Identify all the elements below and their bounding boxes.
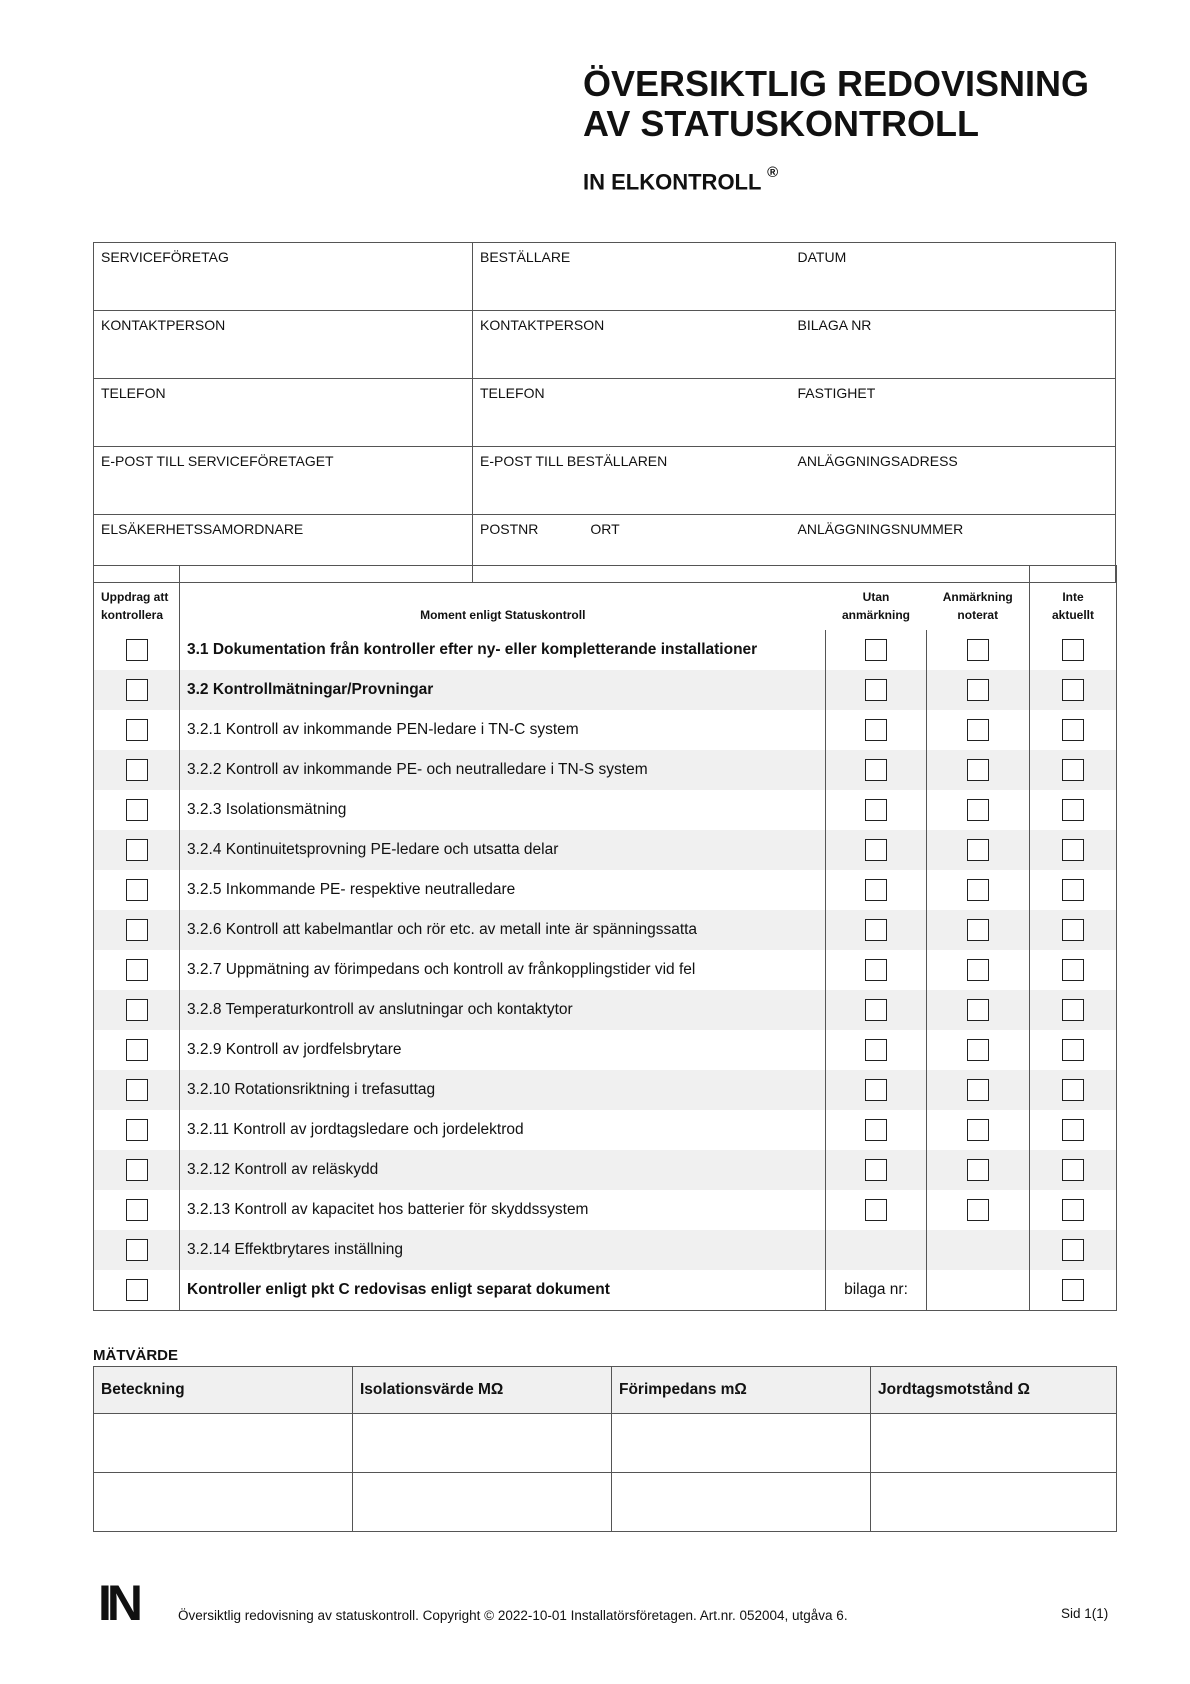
info-field[interactable] <box>473 379 791 447</box>
utan-anmarkning-checkbox[interactable] <box>865 1079 887 1101</box>
anmarkning-noterat-checkbox[interactable] <box>967 959 989 981</box>
checklist-item-label: 3.2.14 Effektbrytares inställning <box>180 1230 826 1270</box>
info-field-label: ANLÄGGNINGSNUMMER <box>797 521 964 537</box>
info-field[interactable] <box>473 311 791 379</box>
bilaga-label: bilaga nr: <box>826 1270 927 1311</box>
checklist-table <box>93 565 1117 1311</box>
utan-anmarkning-cell <box>826 1070 927 1110</box>
checklist-row <box>94 1070 1117 1110</box>
matvarde-label: MÄTVÄRDE <box>93 1347 178 1364</box>
assign-checkbox[interactable] <box>126 879 148 901</box>
checklist-item-label: 3.2.7 Uppmätning av förimpedans och kontroll av frånkopplingstider vid fel <box>180 950 826 990</box>
utan-anmarkning-cell <box>826 1230 927 1270</box>
utan-anmarkning-checkbox[interactable] <box>865 1159 887 1181</box>
matvarde-cell[interactable] <box>94 1414 353 1473</box>
utan-anmarkning-checkbox[interactable] <box>865 1199 887 1221</box>
matvarde-cell[interactable] <box>871 1414 1117 1473</box>
anmarkning-noterat-cell <box>927 990 1030 1030</box>
anmarkning-noterat-checkbox[interactable] <box>967 679 989 701</box>
col-header-utan: Utan anmärkning <box>826 566 927 631</box>
assign-cell <box>94 910 180 950</box>
info-field[interactable] <box>94 243 473 311</box>
anmarkning-noterat-cell <box>927 670 1030 710</box>
in-logo <box>98 1582 146 1627</box>
checklist-row <box>94 870 1117 910</box>
checklist-item-label: 3.2.5 Inkommande PE- respektive neutralledare <box>180 870 826 910</box>
anmarkning-noterat-cell <box>927 950 1030 990</box>
assign-checkbox[interactable] <box>126 639 148 661</box>
info-row <box>94 311 1116 379</box>
registered-mark: ® <box>767 164 779 181</box>
utan-anmarkning-checkbox[interactable] <box>865 879 887 901</box>
checklist-row <box>94 830 1117 870</box>
svg-text:IN: IN <box>98 1582 138 1622</box>
assign-cell <box>94 1070 180 1110</box>
checklist-row <box>94 1110 1117 1150</box>
info-field-label: E-POST TILL SERVICEFÖRETAGET <box>101 453 334 469</box>
inte-aktuellt-cell <box>1030 1030 1117 1070</box>
inte-aktuellt-cell <box>1030 670 1117 710</box>
anmarkning-noterat-cell <box>927 1030 1030 1070</box>
assign-cell <box>94 990 180 1030</box>
inte-aktuellt-checkbox[interactable] <box>1062 799 1084 821</box>
assign-checkbox[interactable] <box>126 1159 148 1181</box>
utan-anmarkning-cell <box>826 870 927 910</box>
utan-anmarkning-checkbox[interactable] <box>865 1119 887 1141</box>
info-field-label: E-POST TILL BESTÄLLAREN <box>480 453 668 469</box>
utan-anmarkning-cell <box>826 710 927 750</box>
anmarkning-noterat-checkbox[interactable] <box>967 1079 989 1101</box>
anmarkning-noterat-checkbox[interactable] <box>967 919 989 941</box>
inte-aktuellt-checkbox[interactable] <box>1062 1079 1084 1101</box>
checklist-row <box>94 630 1117 670</box>
utan-anmarkning-cell <box>826 790 927 830</box>
assign-cell <box>94 1270 180 1311</box>
info-field-label: TELEFON <box>480 385 545 401</box>
anmarkning-noterat-cell <box>927 710 1030 750</box>
assign-checkbox[interactable] <box>126 839 148 861</box>
inte-aktuellt-cell <box>1030 1190 1117 1230</box>
utan-anmarkning-checkbox[interactable] <box>865 799 887 821</box>
assign-checkbox[interactable] <box>126 759 148 781</box>
anmarkning-noterat-cell <box>927 630 1030 670</box>
utan-anmarkning-cell <box>826 1110 927 1150</box>
inte-aktuellt-checkbox[interactable] <box>1062 839 1084 861</box>
matvarde-header: Förimpedans mΩ <box>612 1367 871 1414</box>
utan-anmarkning-cell <box>826 1190 927 1230</box>
checklist-item-label: 3.2.10 Rotationsriktning i trefasuttag <box>180 1070 826 1110</box>
info-field[interactable] <box>791 447 1116 515</box>
ort-label: ORT <box>590 521 620 537</box>
inte-aktuellt-cell <box>1030 790 1117 830</box>
checklist-item-label: 3.2.9 Kontroll av jordfelsbrytare <box>180 1030 826 1070</box>
utan-anmarkning-cell <box>826 950 927 990</box>
inte-aktuellt-checkbox[interactable] <box>1062 999 1084 1021</box>
checklist-item-label: 3.1 Dokumentation från kontroller efter ny- eller kompletterande installationer <box>180 630 826 670</box>
info-field-label: BESTÄLLARE <box>480 249 571 265</box>
col-header-moment: Moment enligt Statuskontroll <box>180 566 826 631</box>
anmarkning-noterat-checkbox[interactable] <box>967 999 989 1021</box>
checklist-row <box>94 750 1117 790</box>
checklist-item-label: 3.2.4 Kontinuitetsprovning PE-ledare och utsatta delar <box>180 830 826 870</box>
checklist-item-label: 3.2.11 Kontroll av jordtagsledare och jordelektrod <box>180 1110 826 1150</box>
assign-cell <box>94 1110 180 1150</box>
info-field[interactable] <box>791 379 1116 447</box>
assign-cell <box>94 1190 180 1230</box>
matvarde-header: Isolationsvärde MΩ <box>353 1367 612 1414</box>
inte-aktuellt-checkbox[interactable] <box>1062 759 1084 781</box>
anmarkning-noterat-checkbox[interactable] <box>967 719 989 741</box>
anmarkning-noterat-checkbox[interactable] <box>967 1119 989 1141</box>
utan-anmarkning-cell <box>826 910 927 950</box>
anmarkning-noterat-checkbox[interactable] <box>967 1159 989 1181</box>
info-field-label: BILAGA NR <box>797 317 872 333</box>
checklist-row <box>94 1190 1117 1230</box>
info-field[interactable] <box>473 447 791 515</box>
info-field[interactable] <box>473 243 791 311</box>
page-number: Sid 1(1) <box>1061 1606 1109 1621</box>
assign-cell <box>94 870 180 910</box>
utan-anmarkning-cell <box>826 830 927 870</box>
col-header-inte-aktuellt: Inte aktuellt <box>1030 566 1117 631</box>
anmarkning-noterat-checkbox[interactable] <box>967 799 989 821</box>
checklist-row <box>94 910 1117 950</box>
utan-anmarkning-checkbox[interactable] <box>865 959 887 981</box>
checklist-item-label: 3.2.8 Temperaturkontroll av anslutningar och kontaktytor <box>180 990 826 1030</box>
inte-aktuellt-checkbox[interactable] <box>1062 919 1084 941</box>
utan-anmarkning-cell <box>826 750 927 790</box>
utan-anmarkning-checkbox[interactable] <box>865 839 887 861</box>
checklist-item-label: 3.2.1 Kontroll av inkommande PEN-ledare i TN-C system <box>180 710 826 750</box>
assign-checkbox[interactable] <box>126 1039 148 1061</box>
info-table <box>93 242 1116 583</box>
utan-anmarkning-checkbox[interactable] <box>865 1039 887 1061</box>
inte-aktuellt-checkbox[interactable] <box>1062 1279 1084 1301</box>
subtitle <box>583 164 779 195</box>
inte-aktuellt-cell <box>1030 1110 1117 1150</box>
checklist-row <box>94 1230 1117 1270</box>
info-field-label: POSTNR <box>480 521 539 537</box>
anmarkning-noterat-cell <box>927 910 1030 950</box>
assign-checkbox[interactable] <box>126 959 148 981</box>
utan-anmarkning-checkbox[interactable] <box>865 919 887 941</box>
checklist-row <box>94 1030 1117 1070</box>
title-line-2: AV STATUSKONTROLL <box>583 103 979 144</box>
anmarkning-noterat-checkbox[interactable] <box>967 1039 989 1061</box>
title-line-1: ÖVERSIKTLIG REDOVISNING <box>583 63 1090 104</box>
anmarkning-noterat-cell <box>927 790 1030 830</box>
matvarde-header: Beteckning <box>94 1367 353 1414</box>
assign-cell <box>94 630 180 670</box>
inte-aktuellt-cell <box>1030 910 1117 950</box>
checklist-item-label: 3.2.12 Kontroll av reläskydd <box>180 1150 826 1190</box>
checklist-item-label: 3.2.13 Kontroll av kapacitet hos batterier för skyddssystem <box>180 1190 826 1230</box>
anmarkning-noterat-cell <box>927 1150 1030 1190</box>
inte-aktuellt-checkbox[interactable] <box>1062 719 1084 741</box>
matvarde-cell[interactable] <box>612 1473 871 1532</box>
info-row <box>94 379 1116 447</box>
inte-aktuellt-checkbox[interactable] <box>1062 639 1084 661</box>
utan-anmarkning-checkbox[interactable] <box>865 719 887 741</box>
inte-aktuellt-cell <box>1030 990 1117 1030</box>
inte-aktuellt-checkbox[interactable] <box>1062 1119 1084 1141</box>
checklist-row <box>94 710 1117 750</box>
assign-checkbox[interactable] <box>126 1279 148 1301</box>
info-field-label: KONTAKTPERSON <box>480 317 605 333</box>
assign-checkbox[interactable] <box>126 1079 148 1101</box>
matvarde-cell[interactable] <box>94 1473 353 1532</box>
inte-aktuellt-checkbox[interactable] <box>1062 879 1084 901</box>
utan-anmarkning-cell <box>826 1030 927 1070</box>
bilaga-number-cell[interactable] <box>927 1270 1030 1311</box>
utan-anmarkning-checkbox[interactable] <box>865 999 887 1021</box>
assign-cell <box>94 950 180 990</box>
info-field-label: SERVICEFÖRETAG <box>101 249 229 265</box>
utan-anmarkning-cell <box>826 990 927 1030</box>
checklist-row <box>94 670 1117 710</box>
inte-aktuellt-cell <box>1030 1230 1117 1270</box>
utan-anmarkning-cell <box>826 630 927 670</box>
checklist-row <box>94 950 1117 990</box>
anmarkning-noterat-cell <box>927 1190 1030 1230</box>
assign-checkbox[interactable] <box>126 679 148 701</box>
page-title <box>583 64 1089 144</box>
inte-aktuellt-cell <box>1030 750 1117 790</box>
inte-aktuellt-checkbox[interactable] <box>1062 1159 1084 1181</box>
checklist-item-label: Kontroller enligt pkt C redovisas enligt separat dokument <box>180 1270 826 1311</box>
inte-aktuellt-cell <box>1030 830 1117 870</box>
utan-anmarkning-cell <box>826 1150 927 1190</box>
matvarde-row <box>94 1414 1117 1473</box>
info-row <box>94 243 1116 311</box>
anmarkning-noterat-checkbox[interactable] <box>967 879 989 901</box>
checklist-item-label: 3.2 Kontrollmätningar/Provningar <box>180 670 826 710</box>
assign-checkbox[interactable] <box>126 1239 148 1261</box>
utan-anmarkning-checkbox[interactable] <box>865 679 887 701</box>
assign-checkbox[interactable] <box>126 1119 148 1141</box>
anmarkning-noterat-cell <box>927 750 1030 790</box>
info-field[interactable] <box>94 379 473 447</box>
assign-cell <box>94 1150 180 1190</box>
assign-cell <box>94 750 180 790</box>
assign-cell <box>94 830 180 870</box>
info-field[interactable] <box>94 447 473 515</box>
anmarkning-noterat-checkbox[interactable] <box>967 639 989 661</box>
anmarkning-noterat-cell <box>927 870 1030 910</box>
info-field[interactable] <box>791 311 1116 379</box>
assign-checkbox[interactable] <box>126 1199 148 1221</box>
anmarkning-noterat-cell <box>927 830 1030 870</box>
utan-anmarkning-checkbox[interactable] <box>865 639 887 661</box>
anmarkning-noterat-checkbox[interactable] <box>967 839 989 861</box>
inte-aktuellt-cell <box>1030 870 1117 910</box>
checklist-item-label: 3.2.2 Kontroll av inkommande PE- och neutralledare i TN-S system <box>180 750 826 790</box>
utan-anmarkning-cell <box>826 670 927 710</box>
assign-cell <box>94 670 180 710</box>
anmarkning-noterat-cell <box>927 1110 1030 1150</box>
assign-checkbox[interactable] <box>126 719 148 741</box>
matvarde-header: Jordtagsmotstånd Ω <box>871 1367 1117 1414</box>
checklist-row <box>94 1150 1117 1190</box>
inte-aktuellt-checkbox[interactable] <box>1062 1199 1084 1221</box>
matvarde-cell[interactable] <box>353 1414 612 1473</box>
inte-aktuellt-cell <box>1030 1150 1117 1190</box>
assign-cell <box>94 1030 180 1070</box>
inte-aktuellt-cell <box>1030 950 1117 990</box>
inte-aktuellt-cell <box>1030 630 1117 670</box>
anmarkning-noterat-cell <box>927 1230 1030 1270</box>
assign-cell <box>94 1230 180 1270</box>
anmarkning-noterat-checkbox[interactable] <box>967 759 989 781</box>
info-row <box>94 447 1116 515</box>
matvarde-cell[interactable] <box>353 1473 612 1532</box>
checklist-row <box>94 990 1117 1030</box>
info-field-label: ANLÄGGNINGSADRESS <box>797 453 958 469</box>
assign-checkbox[interactable] <box>126 999 148 1021</box>
col-header-assign: Uppdrag att kontrollera <box>94 566 180 631</box>
matvarde-cell[interactable] <box>871 1473 1117 1532</box>
inte-aktuellt-checkbox[interactable] <box>1062 959 1084 981</box>
inte-aktuellt-cell <box>1030 710 1117 750</box>
checklist-item-label: 3.2.6 Kontroll att kabelmantlar och rör etc. av metall inte är spänningssatta <box>180 910 826 950</box>
checklist-row <box>94 1270 1117 1311</box>
assign-checkbox[interactable] <box>126 919 148 941</box>
assign-cell <box>94 790 180 830</box>
info-field-label: ELSÄKERHETSSAMORDNARE <box>101 521 304 537</box>
anmarkning-noterat-cell <box>927 1070 1030 1110</box>
footer-text: Översiktlig redovisning av statuskontroll. Copyright © 2022-10-01 Installatörsföretagen. Art.nr. 052004, utgåva 6. <box>178 1608 848 1623</box>
info-field[interactable] <box>94 311 473 379</box>
checklist-row <box>94 790 1117 830</box>
matvarde-row <box>94 1473 1117 1532</box>
matvarde-cell[interactable] <box>612 1414 871 1473</box>
info-field-label: FASTIGHET <box>797 385 876 401</box>
checklist-item-label: 3.2.3 Isolationsmätning <box>180 790 826 830</box>
matvarde-table <box>93 1366 1117 1532</box>
assign-checkbox[interactable] <box>126 799 148 821</box>
inte-aktuellt-checkbox[interactable] <box>1062 1239 1084 1261</box>
col-header-anmarkning: Anmärkning noterat <box>927 566 1030 631</box>
inte-aktuellt-cell <box>1030 1070 1117 1110</box>
info-field-label: KONTAKTPERSON <box>101 317 226 333</box>
inte-aktuellt-checkbox[interactable] <box>1062 1039 1084 1061</box>
anmarkning-noterat-checkbox[interactable] <box>967 1199 989 1221</box>
info-field-label: DATUM <box>797 249 847 265</box>
info-field[interactable] <box>791 243 1116 311</box>
subtitle-text: IN ELKONTROLL <box>583 169 762 195</box>
info-field-label: TELEFON <box>101 385 166 401</box>
assign-cell <box>94 710 180 750</box>
utan-anmarkning-checkbox[interactable] <box>865 759 887 781</box>
inte-aktuellt-checkbox[interactable] <box>1062 679 1084 701</box>
inte-aktuellt-cell <box>1030 1270 1117 1311</box>
